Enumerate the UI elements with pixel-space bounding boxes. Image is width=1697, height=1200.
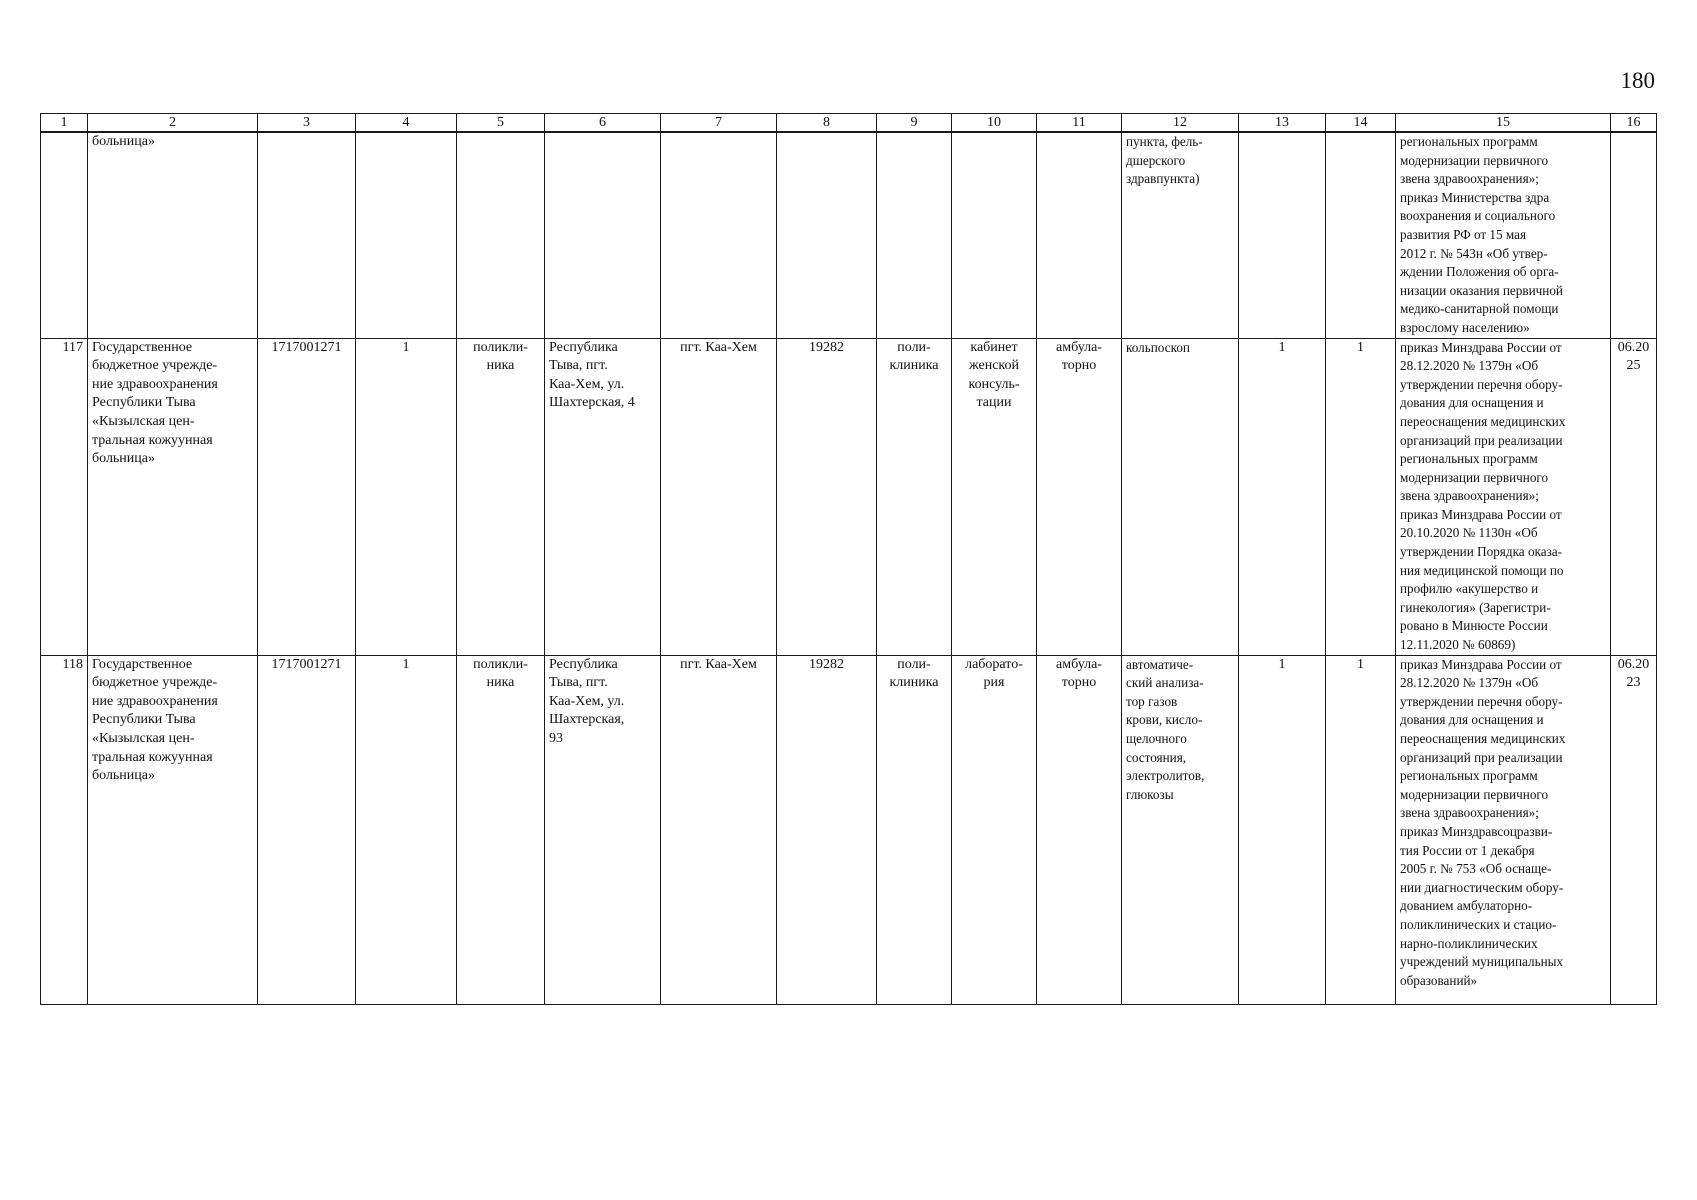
column-header-9: 9 [877,114,952,133]
row-number-cell [41,132,88,338]
column-header-15: 15 [1396,114,1611,133]
facility-type-cell [457,132,545,338]
deadline-cell [1611,132,1657,338]
address-cell [545,132,661,338]
deadline-cell: 06.2025 [1611,338,1657,655]
population-cell: 19282 [777,338,877,655]
page-number: 180 [1620,68,1655,93]
column-header-4: 4 [356,114,457,133]
care-conditions-cell: амбула- торно [1037,655,1122,1004]
quantity-cell: 1 [356,655,457,1004]
column-header-16: 16 [1611,114,1657,133]
care-conditions-cell: амбула- торно [1037,338,1122,655]
column-header-7: 7 [661,114,777,133]
column-header-11: 11 [1037,114,1122,133]
column-header-3: 3 [258,114,356,133]
department-cell [952,132,1037,338]
facility-type-cell: поликли- ника [457,338,545,655]
unit-type-cell: поли- клиника [877,655,952,1004]
inn-cell: 1717001271 [258,655,356,1004]
equipment-register-table [40,113,1657,1005]
inn-cell: 1717001271 [258,338,356,655]
department-cell: лаборато- рия [952,655,1037,1004]
row-number-cell: 117 [41,338,88,655]
column-header-8: 8 [777,114,877,133]
equipment-count-2-cell: 1 [1326,655,1396,1004]
equipment-count-2-cell [1326,132,1396,338]
row-number-cell: 118 [41,655,88,1004]
address-cell: Республика Тыва, пгт. Каа-Хем, ул. Шахтерская, 4 [545,338,661,655]
unit-type-cell: поли- клиника [877,338,952,655]
column-header-1: 1 [41,114,88,133]
column-number-row [41,114,1657,133]
column-header-6: 6 [545,114,661,133]
facility-type-cell: поликли- ника [457,655,545,1004]
table-row [41,132,1657,338]
population-cell [777,132,877,338]
column-header-5: 5 [457,114,545,133]
institution-name-cell: больница» [88,132,258,338]
settlement-cell: пгт. Каа-Хем [661,338,777,655]
column-header-14: 14 [1326,114,1396,133]
quantity-cell [356,132,457,338]
equipment-name-cell: автоматиче- ский анализа- тор газов крови, кисло- щелочного состояния, электролитов, глюкозы [1122,655,1239,1004]
equipment-name-cell: кольпоскоп [1122,338,1239,655]
equipment-count-cell: 1 [1239,338,1326,655]
deadline-cell: 06.2023 [1611,655,1657,1004]
unit-type-cell [877,132,952,338]
department-cell: кабинет женской консуль- тации [952,338,1037,655]
table-row [41,338,1657,655]
population-cell: 19282 [777,655,877,1004]
regulation-cell: региональных программ модернизации первичного звена здравоохранения»; приказ Министерства здра воохранения и социального развития РФ от 15 мая 2012 г. № 543н «Об утвер- ждении Положения об орга- низации оказания первичной медико-санитарной помощи взрослому населению» [1396,132,1611,338]
inn-cell [258,132,356,338]
column-header-2: 2 [88,114,258,133]
quantity-cell: 1 [356,338,457,655]
equipment-count-2-cell: 1 [1326,338,1396,655]
institution-name-cell: Государственное бюджетное учрежде- ние здравоохранения Республики Тыва «Кызылская цен- тральная кожуунная больница» [88,655,258,1004]
table-header [41,114,1657,133]
institution-name-cell: Государственное бюджетное учрежде- ние здравоохранения Республики Тыва «Кызылская цен- тральная кожуунная больница» [88,338,258,655]
column-header-10: 10 [952,114,1037,133]
regulation-cell: приказ Минздрава России от 28.12.2020 № 1379н «Об утверждении перечня обору- дования для оснащения и переоснащения медицинских организаций при реализации региональных программ модернизации первичного звена здравоохранения»; приказ Минздравсоцразви- тия России от 1 декабря 2005 г. № 753 «Об оснаще- нии диагностическим обору- дованием амбулаторно- поликлинических и стацио- нарно-поликлинических учреждений муниципальных образований» [1396,655,1611,1004]
column-header-13: 13 [1239,114,1326,133]
settlement-cell: пгт. Каа-Хем [661,655,777,1004]
equipment-count-cell: 1 [1239,655,1326,1004]
care-conditions-cell [1037,132,1122,338]
column-header-12: 12 [1122,114,1239,133]
address-cell: Республика Тыва, пгт. Каа-Хем, ул. Шахтерская, 93 [545,655,661,1004]
equipment-name-cell: пункта, фель- дшерского здравпункта) [1122,132,1239,338]
regulation-cell: приказ Минздрава России от 28.12.2020 № 1379н «Об утверждении перечня обору- дования для оснащения и переоснащения медицинских организаций при реализации региональных программ модернизации первичного звена здравоохранения»; приказ Минздрава России от 20.10.2020 № 1130н «Об утверждении Порядка оказа- ния медицинской помощи по профилю «акушерство и гинекология» (Зарегистри- ровано в Минюсте России 12.11.2020 № 60869) [1396,338,1611,655]
settlement-cell [661,132,777,338]
equipment-count-cell [1239,132,1326,338]
table-row [41,655,1657,1004]
